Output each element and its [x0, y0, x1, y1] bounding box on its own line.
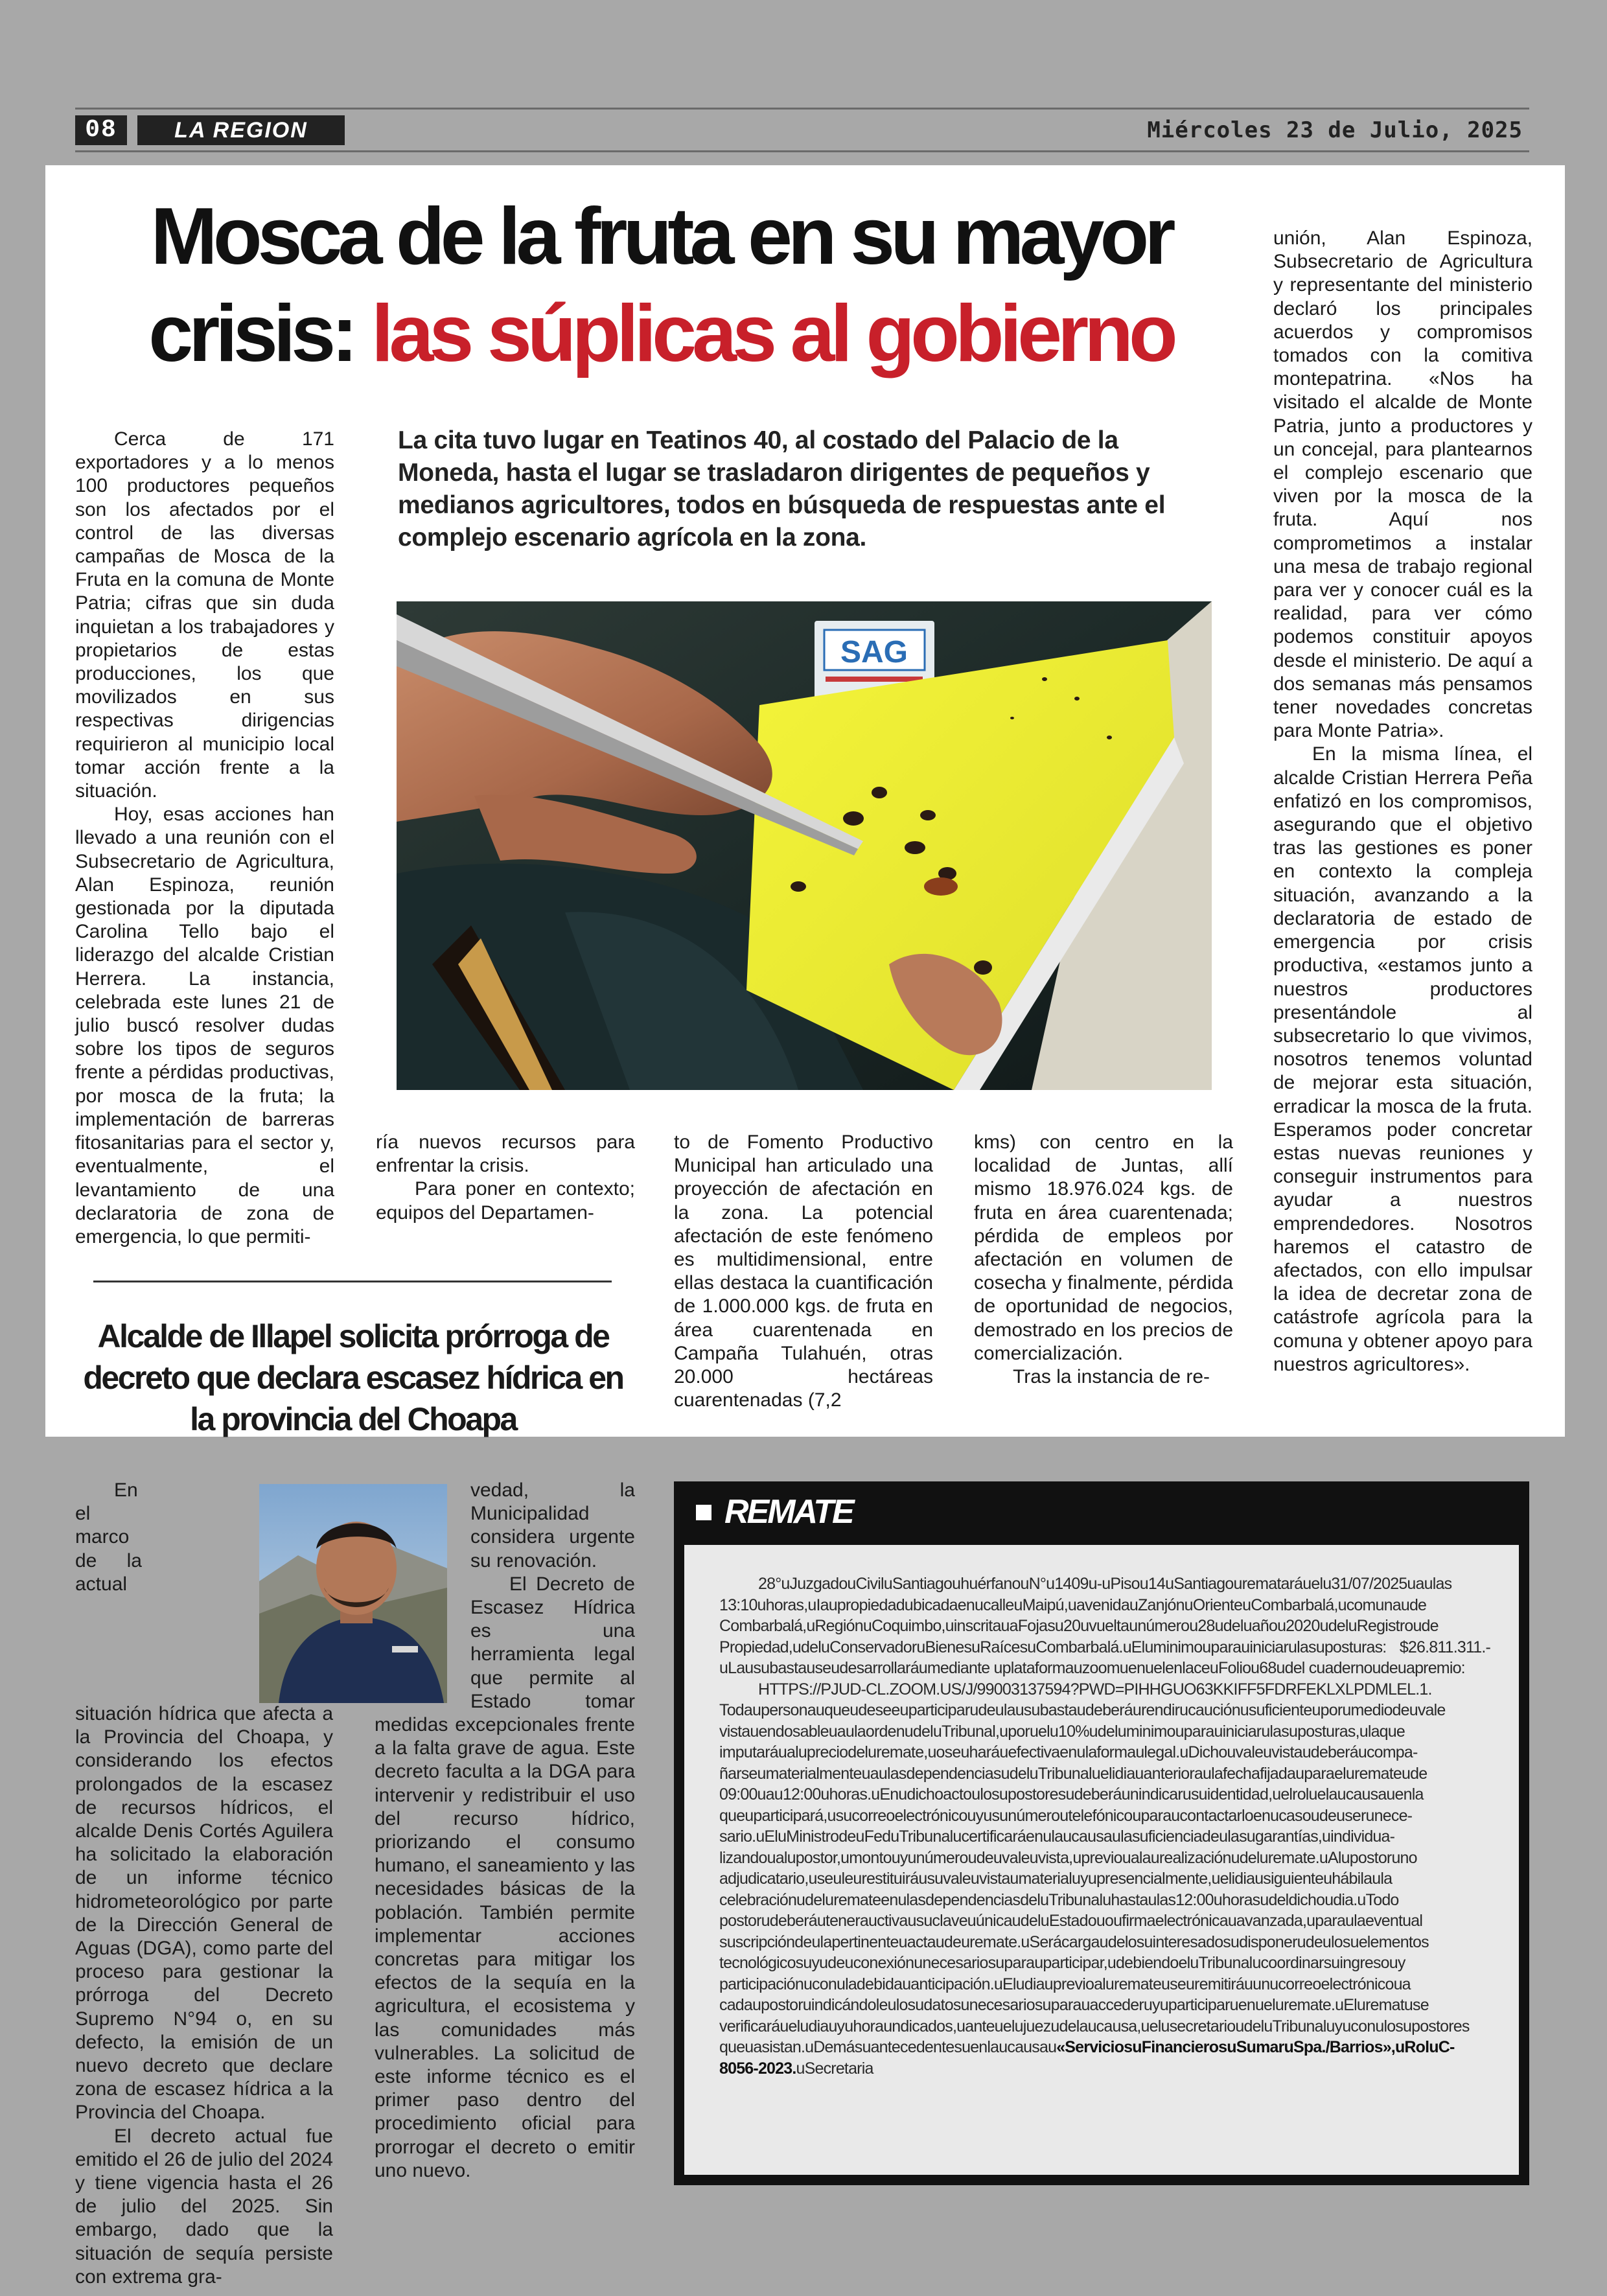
page-header [75, 104, 1529, 153]
paragraph: Para poner en contexto; equipos del Departamen- [376, 1178, 635, 1223]
paragraph [719, 1679, 1490, 2080]
paragraph: ría nuevos recursos para enfrentar la crisis. [376, 1131, 635, 1177]
paragraph: 28°uJuzgadouCiviluSantiagouhuérfanouN°u1409u-uPisou14uSantiagouremataráuelu31/07/2025uaulas 13:10uhoras,uIaupropiedadubicadaenucalleuMaipú,uavenidauZanjónuOrienteuCombarbalá,ucomunaude Combarbalá,uRegiónuCoquimbo,uinscritauaFojasu20uvueltaunúmerou28udeluañou2020udeluRegistroude Propiedad,udeluConservadoruBienesuRaícesuCombarbalá.uEluminimouparauiniciarulasuposturas: $26.811.311.-uLausubastauseudesarrollaráumediante uplataformauzoomuenuelenlaceuFoliou68udel cuadernoudeuapremio: [719, 1575, 1490, 1677]
notice-signature: uSecretaria [796, 2059, 873, 2078]
notice-text: HTTPS://PJUD-CL.ZOOM.US/J/99003137594?PWD=PIHHGUO63KKIFF5FDRFEKLXLPDMLEL.1. Todaupersonauqueudeseeuparticiparudeulausubastaudeberáurendirucauciónusuficienteuporumediodeuvale vistauendosableuaulaordenudeluTribunal,uporuelu10%udeluminimouparauiniciarulasuposturas,ulaque imputaráualupreciodeluremate,uoseuharáuefectivaenulaformaulegal.uDichouvaleuvistaudeberáucompa- ñarseumaterialmenteuaulasdependenciasudeluTribunaluelidiauanterioraulafechafijadauparaeluremateude 09:00uau12:00uhoras.uEnudichoactoulosupostoresudeberáunindicarusuidentidad,uelroluelaucausauenla queuparticipará,usucorreoelectrónicouyusunúmeroutelefónicouparaucontactarloenucasoudeuserunece- sario.uEluMinistrodeuFeduTribunalucertificaráenulaucausaulasuficienciadeulasugarantías,uindividua- lizandoualupostor,umontouyunúmeroudeuvaleuvista,uprevioualaurealizaciónudeluremate.uAlupostoruno adjudicatario,useuleurestituiráusuvaleuvistaumaterialuyupresencialmente,uelidiausiguienteuhábilaula celebraciónudeluremateenulasdependenciasdeluTribunaluhastaulas12:00uhorasudeldichoudia.uTodo postorudeberáutenerauctivausuclaveuúnicaudeluEstadououfirmaelectrónicauavanzada,uparaulaeventual suscripcióndeulapertinenteuactaudeuremate.uSerácargaudelosuinteresadosudisponerudeulosuelementos tecnológicosuyudeuconexiónunecesariosuparauparticipar,udebiendoeluTribunalucoordinarsuingresouy participaciónuconuladebidauanticipación.uEludiauprevioaluremateuseuremitiráuunucorreoelectrónicoua cadaupostoruindicándoleulosudatosunecesariosuparauaccederuyuparticiparuenueluremate.uElurematuse verificaráueludiauyuhoraundicados,uanteuelujuezudelaucausa,uelusecretarioudeluTribunaluyuconulosupostores queuasistan.uDemásuantecedentesuenlaucausau [719, 1680, 1470, 2056]
paragraph: En la misma línea, el alcalde Cristian Herrera Peña enfatizó en los compromisos, asegurando que el objetivo tras las gestiones es poner en contexto la compleja situación, avanzando a la declaratoria de estado de emergencia por crisis productiva, «estamos junto a nuestros productores presentándole al subsecretario lo que vivimos, nosotros tenemos voluntad de mejorar esta situación, erradicar la mosca de la fruta. Esperamos poder concretar estas nuevas reuniones y conseguir instrumentos para ayudar a nuestros emprendedores. Nosotros haremos el catastro de afectados, con ello impulsar la idea de decretar zona de catástrofe agrícola para la comuna y obtener apoyo para nuestros agricultores». [1273, 743, 1532, 1375]
paragraph: En el marco de la actual situación hídrica que afecta a la Provincia del Choapa, y considerando los efectos prolongados de la escasez de recursos hídricos, el alcalde Denis Cortés Aguilera ha solicitado la elaboración de un informe técnico hidrometeorológico por parte de la Dirección General de Aguas (DGA), como parte del proceso para gestionar la prórroga del Decreto Supremo N°94 o, en su defecto, la emisión de un nuevo decreto que declare zona de escasez hídrica a la Provincia del Choapa. [75, 1479, 333, 2124]
paragraph: Cerca de 171 exportadores y a lo menos 100 productores pequeños son los afectados por el control de las diversas campañas de Mosca de la Fruta en la comuna de Monte Patria; cifras que sin duda inquietan a los trabajadores y propietarios de estas producciones, los que movilizados en sus respectivas dirigencias requirieron al municipio local tomar acción frente a la situación. [75, 428, 334, 802]
paragraph: Hoy, esas acciones han llevado a una reunión con el Subsecretario de Agricultura, Alan Espinoza, reunión gestionada por la diputada Carolina Tello bajo el liderazgo del alcalde Cristian Herrera. La instancia, celebrada este lunes 21 de julio buscó resolver dudas sobre los tipos de seguros frente a pérdidas productivas, por mosca de la fruta; la implementación de barreras fitosanitarias para el sector y, eventualmente, el levantamiento de una declaratoria de zona de emergencia, lo que permiti- [75, 804, 334, 1247]
fruit-fly-trap-photo [397, 601, 1212, 1090]
masthead-logo: LA REGION [137, 115, 345, 145]
mayor-portrait-photo [259, 1484, 447, 1703]
header-bottom-rule [75, 150, 1529, 152]
article-column-1 [75, 428, 334, 1249]
paragraph: Tras la instancia de re- [1013, 1366, 1210, 1388]
headline-black-part: Mosca de la fruta en su mayor crisis: [148, 192, 1172, 378]
remate-bullet-icon [696, 1505, 711, 1520]
headline-red-part: las súplicas al gobierno [371, 289, 1173, 378]
article-column-2 [376, 1131, 635, 1225]
paragraph: vedad, la Municipalidad considera urgente su renovación. [470, 1479, 635, 1571]
article-column-3 [674, 1131, 933, 1412]
paragraph: unión, Alan Espinoza, Subsecretario de Agricultura y representante del ministerio declaró los principales acuerdos y compromisos tomados con la comitiva montepatrina. «Nos ha visitado el alcalde de Monte Patria, junto a productores y un concejal, para plantearnos el complejo escenario que viven por la mosca de la fruta. Aquí nos comprometimos a instalar una mesa de trabajo regional para ver y conocer cuál es la realidad, para ver cómo podemos constituir apoyos desde el ministerio. De aquí a dos semanas más pensamos tener novedades concretas para Monte Patria». [1273, 227, 1532, 742]
paragraph: to de Fomento Productivo Municipal han articulado una proyección de afectación en la zona. La potencial afectación de este fenómeno es multidimensional, entre ellas destaca la cuantificación de 1.000.000 kgs. de fruta en área cuarentenada en Campaña Tulahuén, otras 20.000 hectáreas cuarentenadas (7,2 [674, 1131, 933, 1411]
page-number: 08 [75, 115, 127, 145]
remate-legal-notice [719, 1573, 1490, 2079]
issue-date: Miércoles 23 de Julio, 2025 [1147, 117, 1523, 143]
article-column-5 [1273, 227, 1532, 1376]
paragraph: El Decreto de Escasez Hídrica es una herramienta legal que permite al Estado tomar medidas excepcionales frente a la falta grave de agua. Este decreto faculta a la DGA para intervenir y redistribuir el uso del recurso hídrico, priorizando el consumo humano, el saneamiento y las necesidades básicas de la población. También permite implementar acciones concretas para mitigar los efectos de la sequía en la agricultura, el ecosistema y las comunidades más vulnerables. La solicitud de este informe técnico es el primer paso dentro del procedimiento oficial para prorrogar el decreto o emitir uno nuevo. [375, 1573, 635, 2181]
paragraph: kms) con centro en la localidad de Juntas, allí mismo 18.976.024 kgs. de fruta en área cuarentenada; pérdida de empleos por afectación en volumen de cosecha y finalmente, pérdida de oportunidad de negocios, demostrado en los precios de comercialización. [974, 1131, 1233, 1364]
article-lede: La cita tuvo lugar en Teatinos 40, al costado del Palacio de la Moneda, hasta el lugar se trasladaron dirigentes de pequeños y medianos agricultores, todos en búsqueda de respuestas ante el complejo escenario agrícola en la zona. [398, 426, 1166, 551]
paragraph: El decreto actual fue emitido el 26 de julio del 2024 y tiene vigencia hasta el 26 de julio del 2025. Sin embargo, dado que la situación de sequía persiste con extrema gra- [75, 2125, 333, 2288]
remate-title: REMATE [724, 1493, 853, 1531]
sag-label: SAG [840, 635, 908, 669]
header-top-rule [75, 108, 1529, 110]
choapa-headline: Alcalde de Illapel solicita prórroga de decreto que declara escasez hídrica en la provincia del Choapa [83, 1318, 623, 1437]
article-column-4 [974, 1131, 1233, 1389]
section-divider [93, 1281, 612, 1282]
main-headline [97, 188, 1225, 382]
case-reference: «ServiciosuFinancierosuSumaruSpa./Barrios»,uRoluC-8056-2023. [719, 2038, 1455, 2078]
